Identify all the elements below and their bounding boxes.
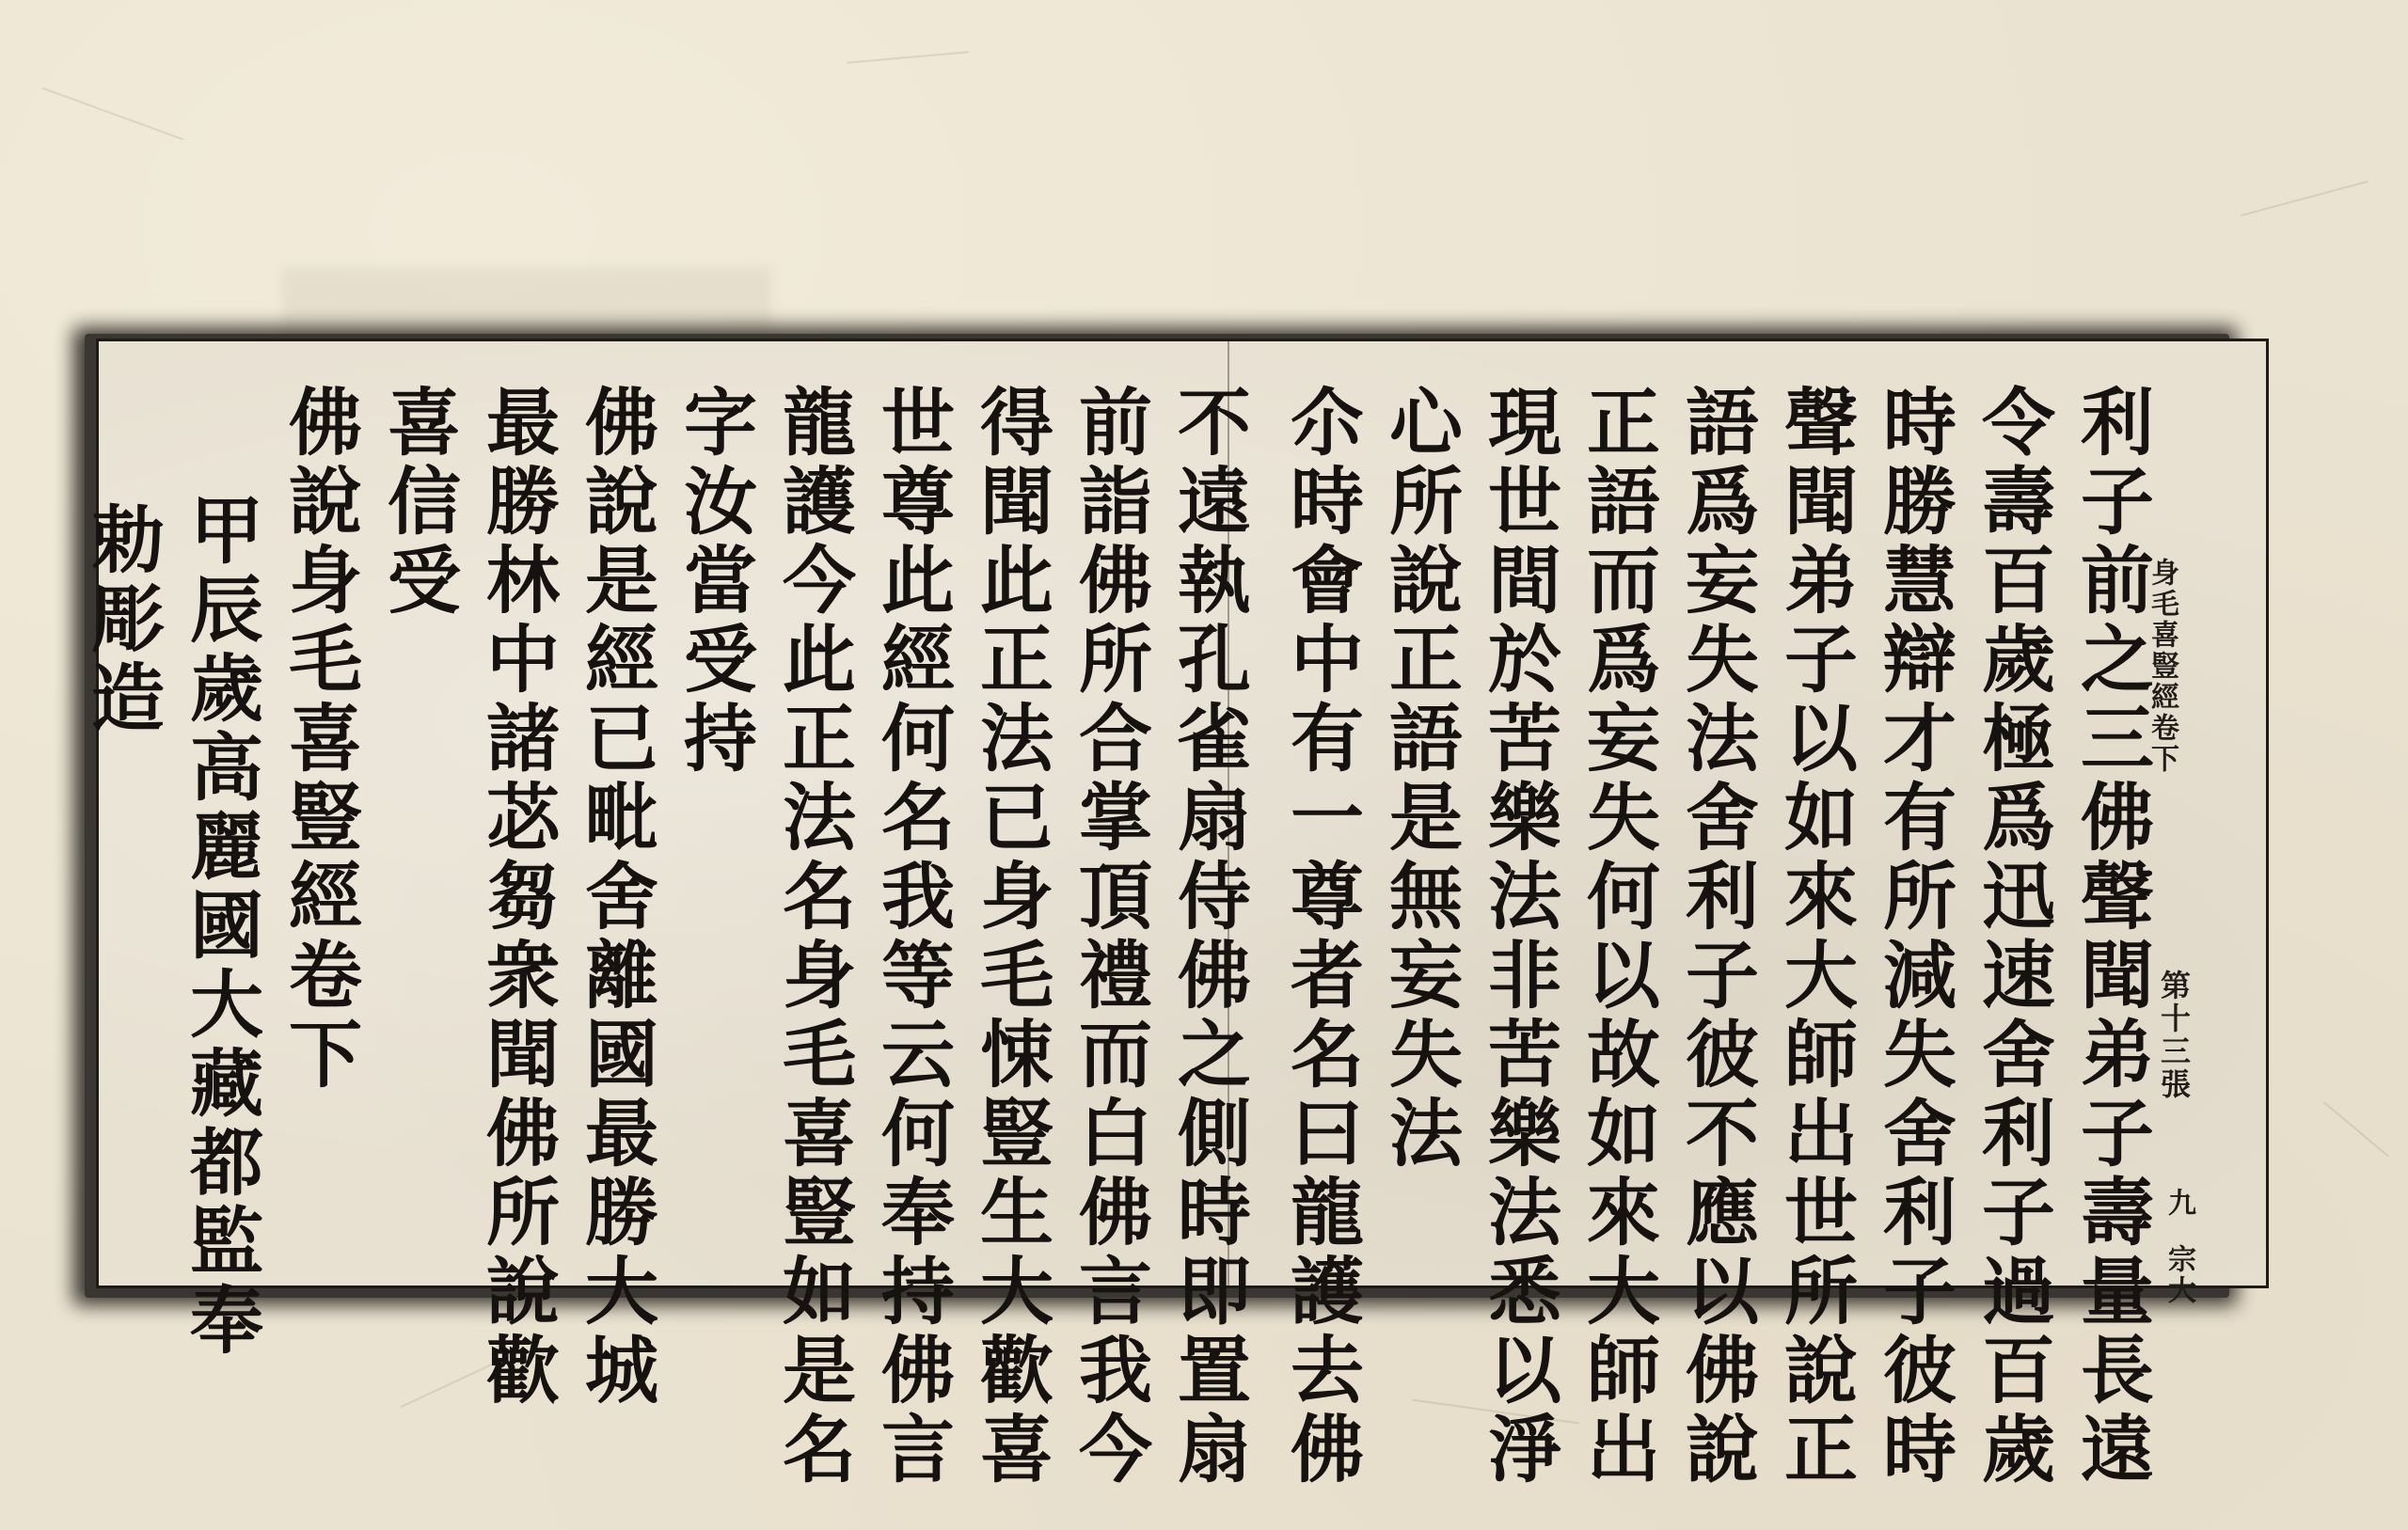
title-note: 身毛喜豎經卷下: [2146, 558, 2178, 775]
text-column: 正語而爲妄失何以故如來大師出: [1575, 384, 1660, 1490]
print-mark: 宗大: [2162, 1244, 2195, 1306]
page-number: 第十三張: [2156, 970, 2192, 1101]
text-column: 字汝當受持: [672, 384, 757, 779]
text-column: 尒時會中有一尊者名曰龍護去佛: [1278, 384, 1364, 1490]
text-column: 現世間於苦樂法非苦樂法悉以淨: [1476, 384, 1561, 1490]
text-column: 最勝林中諸苾芻衆聞佛所說歡: [474, 384, 560, 1411]
text-column: 利子前之三佛聲聞弟子壽量長遠: [2068, 384, 2154, 1490]
text-column: 龍護今此正法名身毛喜豎如是名: [770, 384, 856, 1490]
colophon-line: 甲辰歲高麗國大藏都監奉: [178, 492, 263, 1361]
colophon-line: 勅彫造: [79, 501, 165, 738]
sutra-end-title: 佛說身毛喜豎經卷下: [277, 384, 362, 1095]
text-column: 世尊此經何名我等云何奉持佛言: [869, 384, 955, 1490]
text-column: 得聞此正法已身毛悚豎生大歡喜: [968, 384, 1054, 1490]
text-column: 不遠執孔雀扇侍佛之側時即置扇: [1165, 384, 1251, 1490]
text-column: 前詣佛所合掌頂禮而白佛言我今: [1067, 384, 1152, 1490]
text-column: 心所說正語是無妄失法: [1377, 384, 1463, 1174]
text-column: 時勝慧辯才有所減失舍利子彼時: [1871, 384, 1956, 1490]
text-column: 聲聞弟子以如來大師出世所說正: [1772, 384, 1858, 1490]
text-column: 令壽百歲極爲迅速舍利子過百歲: [1970, 384, 2055, 1490]
text-panel: [79, 339, 2269, 1490]
page-marker: 九: [2162, 1188, 2195, 1219]
text-column: 語爲妄失法舍利子彼不應以佛說: [1673, 384, 1759, 1490]
text-column: 喜信受: [375, 384, 461, 621]
text-column: 佛說是經已毗舍離國最勝大城: [573, 384, 658, 1411]
